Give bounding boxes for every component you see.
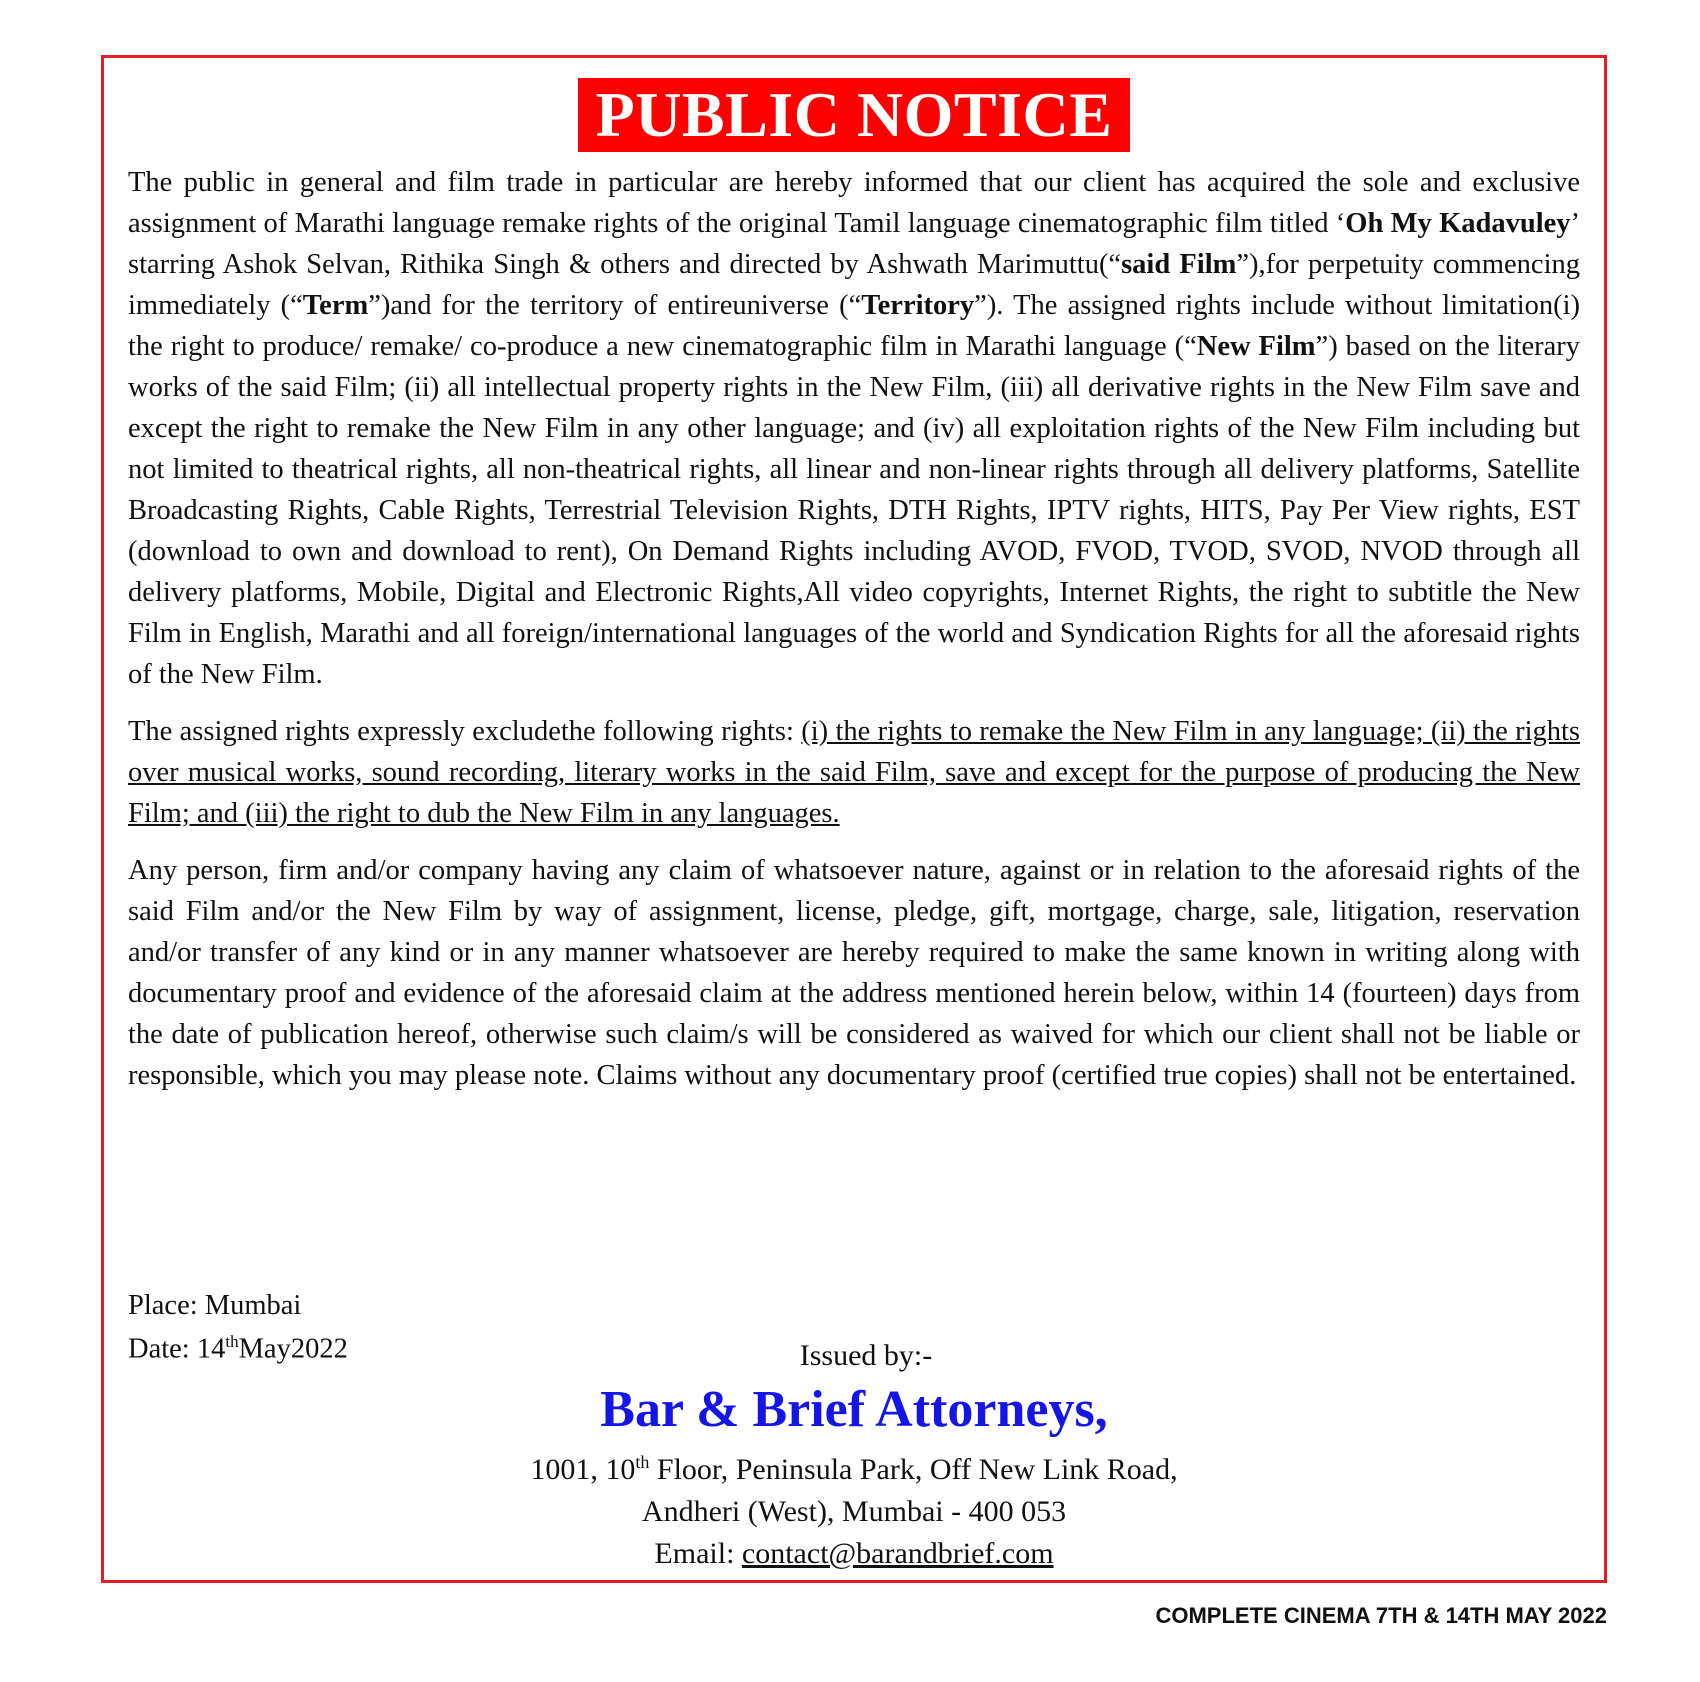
text-run: The public in general and film trade in particular are hereby informed that our client has acquired the sole and exclusive assignment of Marathi language remake rights of the original Tamil language cinematographic film titled ‘ (128, 167, 1580, 239)
publication-note: COMPLETE CINEMA 7TH & 14TH MAY 2022 (1155, 1603, 1607, 1628)
exclusion-list: (i) the rights to remake the New Film in any language; (ii) the rights over musical works, sound recording, literary works in the said Film, save and except for the purpose of producing the New Film; and (iii) the right to dub the New Film in any languages. (128, 716, 1580, 829)
notice-title: PUBLIC NOTICE (578, 78, 1131, 152)
date-ordinal: th (225, 1332, 239, 1351)
notice-frame (101, 55, 1607, 1583)
text-run: ”). The assigned rights include without limitation(i) the right to produce/ remake/ co-produce a new cinematographic film in Marathi language (“ (128, 290, 1581, 362)
text-run: ’ starring Ashok Selvan, Rithika Singh & others and directed by Ashwath Marimuttu(“ (128, 208, 1581, 280)
date-suffix: May2022 (238, 1333, 348, 1365)
defined-term: Oh My Kadavuley (1345, 208, 1571, 239)
email-label: Email: (654, 1537, 742, 1570)
date-prefix: Date: 14 (128, 1333, 226, 1365)
address-number: 1001, 10 (530, 1453, 636, 1486)
address-line-2: Andheri (West), Mumbai - 400 053 (641, 1495, 1067, 1528)
defined-term: New Film (1196, 331, 1316, 362)
issuer-block (104, 1333, 1604, 1575)
email-link[interactable]: contact@barandbrief.com (741, 1537, 1054, 1570)
paragraph-rights-excluded (128, 711, 1580, 834)
notice-body (128, 162, 1580, 1112)
defined-term: said Film (1121, 249, 1237, 280)
text-run: ”)and for the territory of entireuniverse (“ (368, 290, 862, 321)
email-line (104, 1533, 1604, 1575)
text-run: ”),for perpetuity commencing immediately (“ (128, 249, 1580, 321)
firm-name: Bar & Brief Attorneys, (600, 1381, 1108, 1438)
issued-by-label: Issued by:- (799, 1339, 933, 1372)
address-ordinal: th (635, 1452, 650, 1472)
address-line-1 (104, 1441, 1604, 1491)
exclusion-lead: The assigned rights expressly excludethe following rights: (128, 716, 802, 747)
title-wrap (104, 78, 1604, 152)
address-rest: Floor, Peninsula Park, Off New Link Road, (649, 1453, 1178, 1486)
defined-term: Territory (861, 290, 975, 321)
paragraph-rights-acquired (128, 162, 1580, 695)
place-line: Place: Mumbai (128, 1290, 302, 1321)
text-run: ”) based on the literary works of the said Film; (ii) all intellectual property rights in the New Film, (iii) all derivative rights in the New Film save and except the right to remake the New Film in any other language; and (iv) all exploitation rights of the New Film including but not limited to theatrical rights, all non-theatrical rights, all linear and non-linear rights through all delivery platforms, Satellite Broadcasting Rights, Cable Rights, Terrestrial Television Rights, DTH Rights, IPTV rights, HITS, Pay Per View rights, EST (download to own and download to rent), On Demand Rights including AVOD, FVOD, TVOD, SVOD, NVOD through all delivery platforms, Mobile, Digital and Electronic Rights,All video copyrights, Internet Rights, the right to subtitle the New Film in English, Marathi and all foreign/international languages of the world and Syndication Rights for all the aforesaid rights of the New Film. (128, 331, 1580, 690)
paragraph-claims: Any person, firm and/or company having any claim of whatsoever nature, against or in relation to the aforesaid rights of the said Film and/or the New Film by way of assignment, license, pledge, gift, mortgage, charge, sale, litigation, reservation and/or transfer of any kind or in any manner whatsoever are hereby required to make the same known in writing along with documentary proof and evidence of the aforesaid claim at the address mentioned herein below, within 14 (fourteen) days from the date of publication hereof, otherwise such claim/s will be considered as waived for which our client shall not be liable or responsible, which you may please note. Claims without any documentary proof (certified true copies) shall not be entertained. (128, 855, 1580, 1091)
defined-term: Term (302, 290, 369, 321)
